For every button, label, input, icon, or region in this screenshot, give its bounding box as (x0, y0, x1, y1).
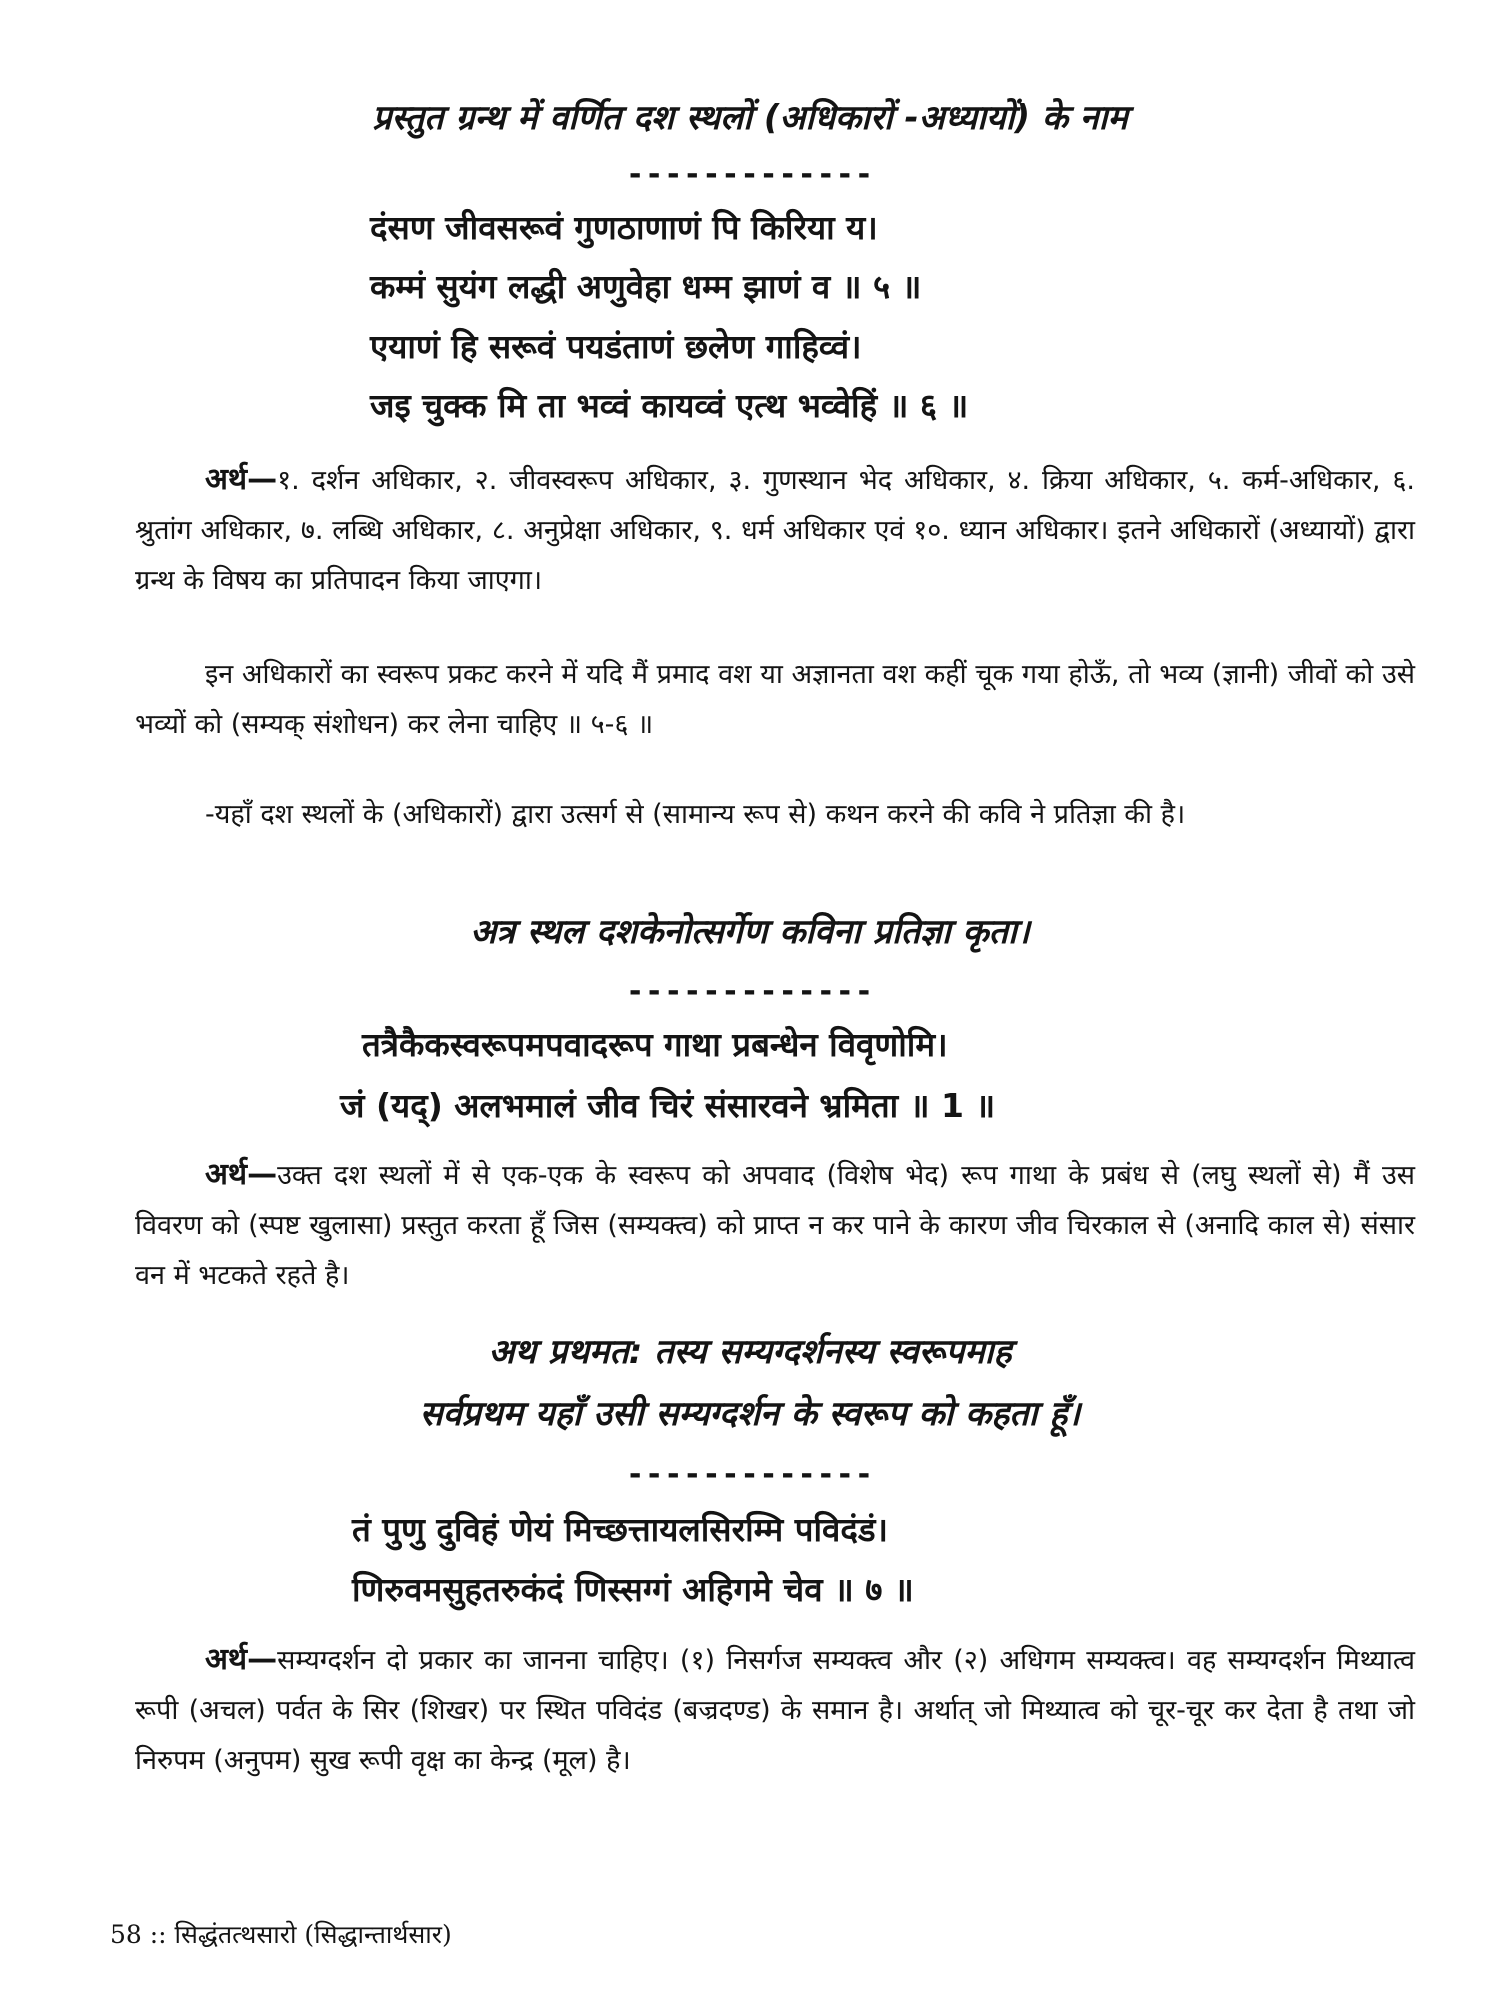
verse-line: णिरुवमसुहतरुकंदं णिस्सग्गं अहिगमे चेव ॥ ७ ॥ (352, 1570, 914, 1609)
meaning-text: उक्त दश स्थलों में से एक-एक के स्वरूप को अपवाद (विशेष भेद) रूप गाथा के प्रबंध से (लघु स्थलों से) मैं उस विवरण को (स्पष्ट खुलासा) प्रस्तुत करता हूँ जिस (सम्यक्त्व) को प्राप्त न कर पाने के कारण जीव चिरकाल से (अनादि काल से) संसार वन में भटकते रहते है। (135, 1160, 1415, 1291)
sanskrit-heading-pledge: अत्र स्थल दशकेनोत्सर्गेण कविना प्रतिज्ञा कृता। (470, 912, 1030, 952)
separator-line: ------------- (626, 974, 874, 1009)
sanskrit-heading-samyagdarshan: अथ प्रथमत: तस्य सम्यग्दर्शनस्य स्वरूपमाह (488, 1332, 1012, 1372)
meaning-text: १. दर्शन अधिकार, २. जीवस्वरूप अधिकार, ३. गुणस्थान भेद अधिकार, ४. क्रिया अधिकार, ५. कर्म-अधिकार, ६. श्रुतांग अधिकार, ७. लब्धि अधिकार, ८. अनुप्रेक्षा अधिकार, ९. धर्म अधिकार एवं १०. ध्यान अधिकार। इतने अधिकारों (अध्यायों) द्वारा ग्रन्थ के विषय का प्रतिपादन किया जाएगा। (135, 465, 1415, 596)
verse-line: दंसण जीवसरूवं गुणठाणाणं पि किरिया य। (370, 208, 878, 247)
meaning-paragraph-1 (135, 455, 1415, 606)
verse-line: एयाणं हि सरूवं पयडंताणं छलेण गाहिव्वं। (370, 327, 862, 366)
section-heading-chapter-names: प्रस्तुत ग्रन्थ में वर्णित दश स्थलों (अधिकारों -अध्यायों) के नाम (372, 98, 1128, 138)
verse-line: तत्रैकैकस्वरूपमपवादरूप गाथा प्रबन्धेन विवृणोमि। (362, 1025, 948, 1064)
verse-line: कम्मं सुयंग लद्धी अणुवेहा धम्म झाणं व ॥ ५ ॥ (370, 267, 922, 306)
separator-line: ------------- (626, 1457, 874, 1492)
meaning-paragraph-3 (135, 1635, 1415, 1786)
paragraph-text: इन अधिकारों का स्वरूप प्रकट करने में यदि मैं प्रमाद वश या अज्ञानता वश कहीं चूक गया होऊँ, तो भव्य (ज्ञानी) जीवों को उसे भव्यों को (सम्यक् संशोधन) कर लेना चाहिए ॥ ५-६ ॥ (135, 659, 1415, 740)
paragraph-3 (135, 790, 1415, 840)
meaning-label: अर्थ— (205, 1642, 278, 1677)
page-footer: 58 :: सिद्धंतत्थसारो (सिद्धान्तार्थसार) (110, 1920, 452, 1949)
meaning-text: सम्यग्दर्शन दो प्रकार का जानना चाहिए। (१) निसर्गज सम्यक्त्व और (२) अधिगम सम्यक्त्व। वह सम्यग्दर्शन मिथ्यात्व रूपी (अचल) पर्वत के सिर (शिखर) पर स्थित पविदंड (बज्रदण्ड) के समान है। अर्थात् जो मिथ्यात्व को चूर-चूर कर देता है तथा जो निरुपम (अनुपम) सुख रूपी वृक्ष का केन्द्र (मूल) है। (135, 1645, 1415, 1776)
separator-line: ------------- (626, 157, 874, 192)
verse-line: जं (यद्) अलभमालं जीव चिरं संसारवने भ्रमिता ॥ 1 ॥ (340, 1086, 996, 1125)
meaning-label: अर्थ— (205, 1157, 278, 1192)
hindi-heading-samyagdarshan: सर्वप्रथम यहाँ उसी सम्यग्दर्शन के स्वरूप को कहता हूँ। (419, 1394, 1081, 1434)
paragraph-2 (135, 650, 1415, 750)
paragraph-text: -यहाँ दश स्थलों के (अधिकारों) द्वारा उत्सर्ग से (सामान्य रूप से) कथन करने की कवि ने प्रतिज्ञा की है। (205, 799, 1186, 830)
verse-line: तं पुणु दुविहं णेयं मिच्छत्तायलसिरम्मि पविदंडं। (352, 1510, 889, 1549)
meaning-label: अर्थ— (205, 462, 278, 497)
meaning-paragraph-2 (135, 1150, 1415, 1301)
verse-line: जइ चुक्क मि ता भव्वं कायव्वं एत्थ भव्वेहिं ॥ ६ ॥ (370, 386, 969, 425)
